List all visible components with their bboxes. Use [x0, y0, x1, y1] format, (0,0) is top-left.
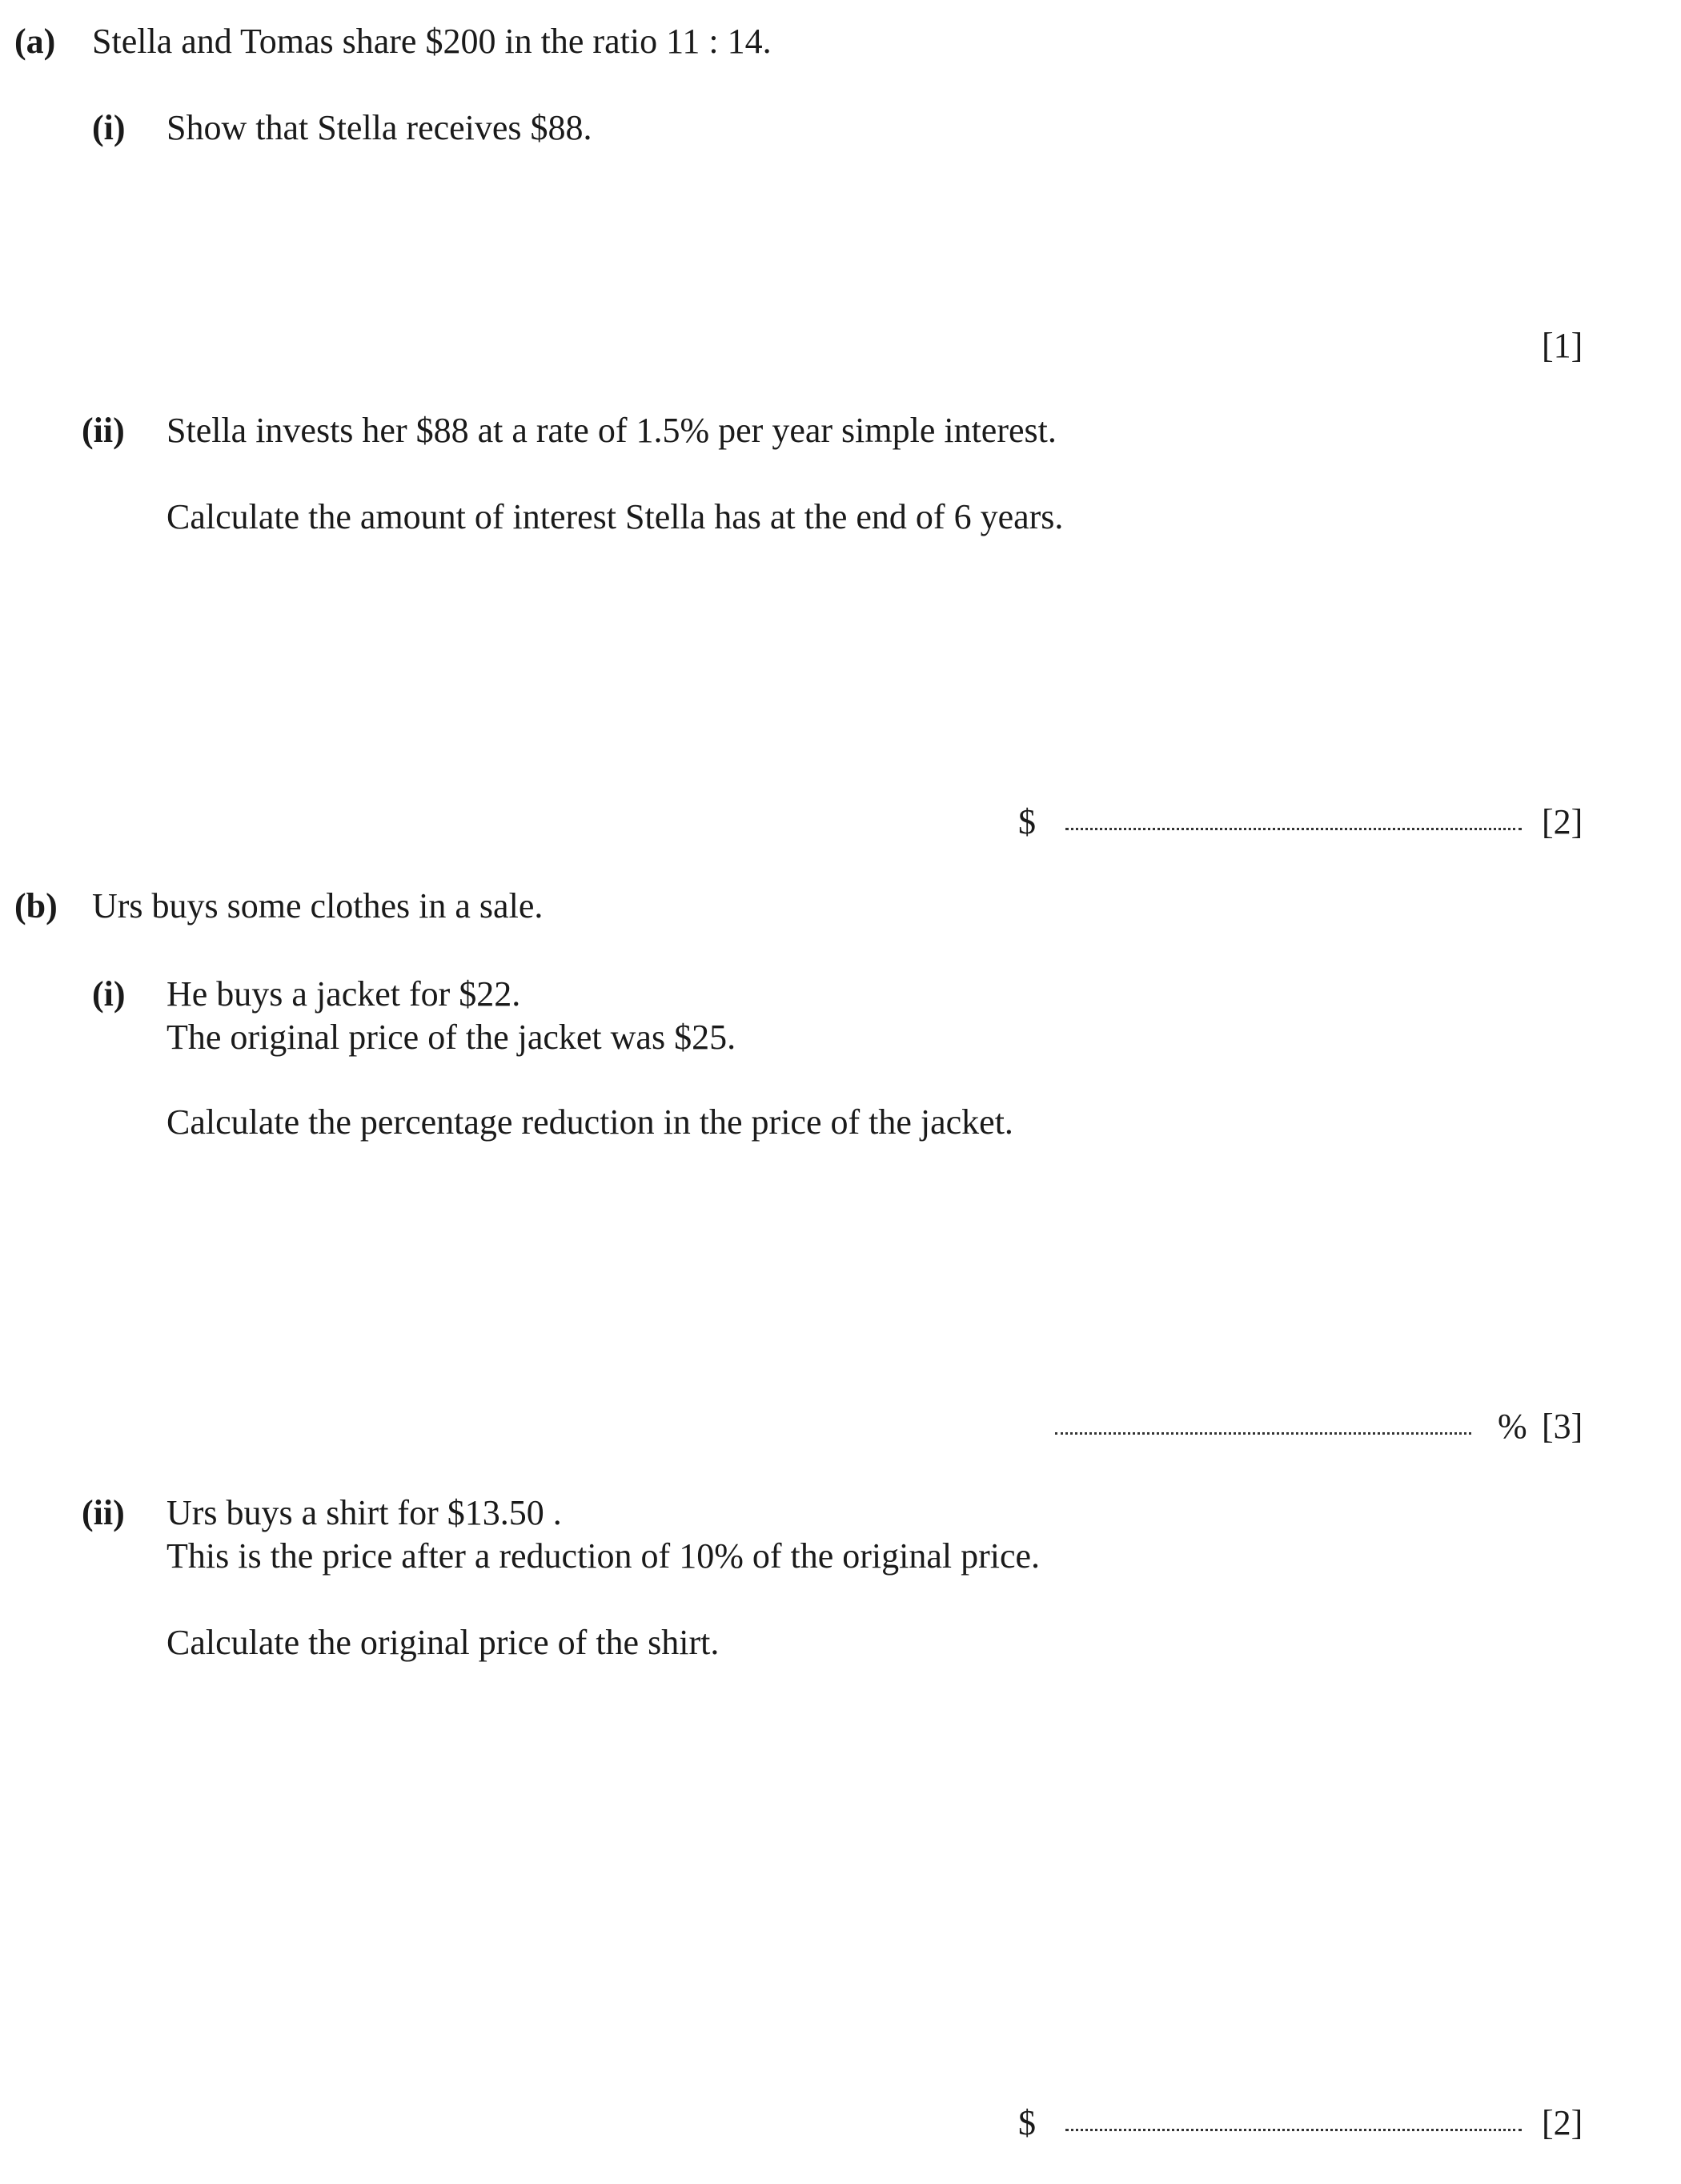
part-b-ii-answer-line[interactable]: [1018, 2103, 1522, 2142]
answer-dotted-line[interactable]: [1065, 2129, 1522, 2131]
answer-dotted-line[interactable]: [1055, 1432, 1471, 1435]
part-a-ii-mark: [2]: [1542, 802, 1583, 841]
part-b-i-instruction: Calculate the percentage reduction in the price of the jacket.: [166, 1102, 1013, 1142]
part-b-ii-mark: [2]: [1542, 2103, 1583, 2142]
part-b-i-mark: [3]: [1542, 1407, 1583, 1446]
part-a-ii-label: (ii): [82, 411, 125, 450]
part-b-i-text-2: The original price of the jacket was $25.: [166, 1018, 736, 1057]
answer-prefix-dollar: $: [1018, 802, 1036, 841]
part-a-ii-text: Stella invests her $88 at a rate of 1.5% per year simple interest.: [166, 411, 1057, 450]
part-a-stem: Stella and Tomas share $200 in the ratio 11 : 14.: [92, 22, 772, 61]
part-a-i-label: (i): [92, 108, 126, 147]
part-b-i-text-1: He buys a jacket for $22.: [166, 974, 521, 1014]
answer-dotted-line[interactable]: [1065, 828, 1522, 830]
part-b-stem: Urs buys some clothes in a sale.: [92, 886, 544, 925]
part-b-i-label: (i): [92, 974, 126, 1014]
part-b-ii-text-1: Urs buys a shirt for $13.50 .: [166, 1493, 562, 1532]
part-b-ii-text-2: This is the price after a reduction of 10% of the original price.: [166, 1536, 1041, 1576]
part-a-i-mark: [1]: [1542, 326, 1583, 365]
part-a-i-text: Show that Stella receives $88.: [166, 108, 592, 147]
part-a-ii-instruction: Calculate the amount of interest Stella has at the end of 6 years.: [166, 497, 1064, 536]
part-a-ii-answer-line[interactable]: [1018, 802, 1522, 841]
part-b-ii-label: (ii): [82, 1493, 125, 1532]
part-b-i-answer-line[interactable]: [1055, 1409, 1527, 1444]
part-b-ii-instruction: Calculate the original price of the shirt.: [166, 1623, 720, 1662]
part-b-label: (b): [14, 886, 58, 925]
answer-suffix-percent: %: [1498, 1407, 1527, 1446]
part-a-label: (a): [14, 22, 56, 61]
answer-prefix-dollar: $: [1018, 2103, 1036, 2142]
